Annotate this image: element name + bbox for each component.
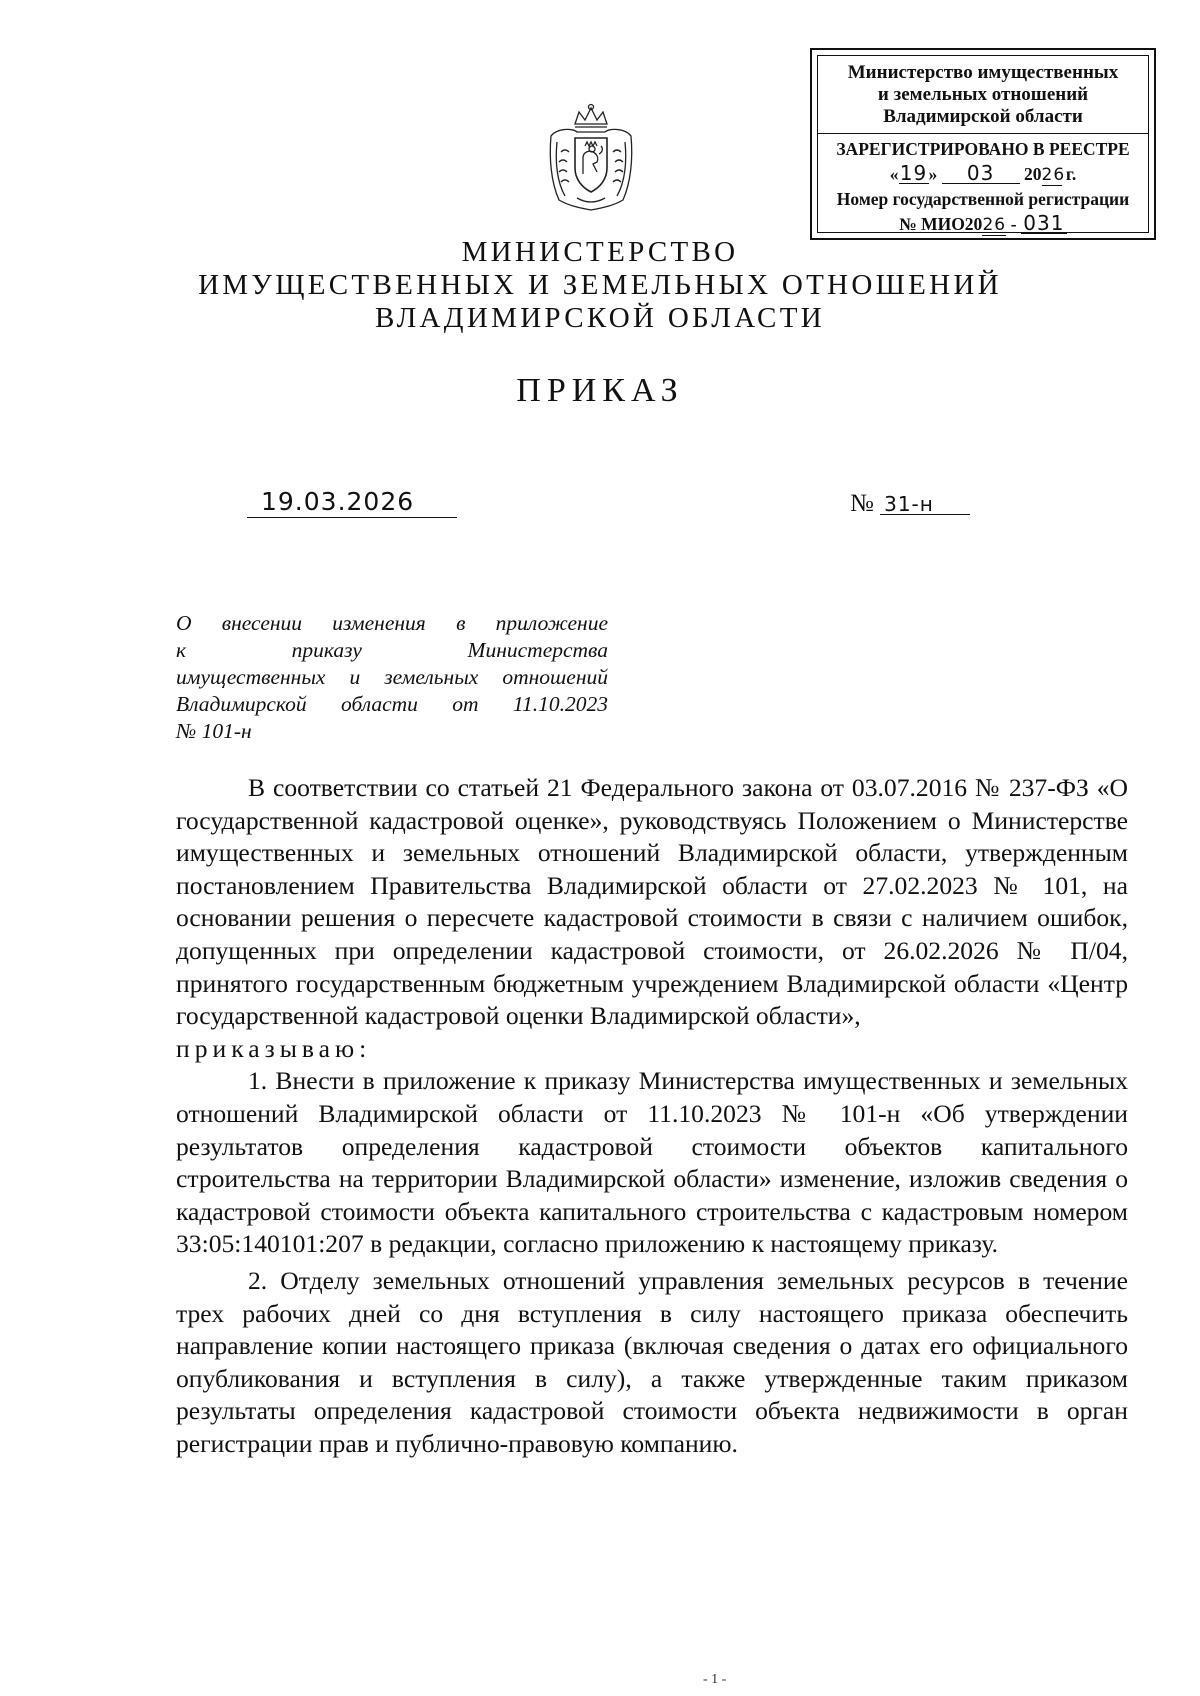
stamp-reg-seq: 031: [1021, 213, 1067, 234]
order-body: [176, 772, 1128, 1460]
subject-line: О внесении изменения в приложение: [176, 611, 608, 635]
stamp-year-suffix: 26: [1041, 165, 1066, 185]
body-preamble: [176, 772, 1128, 1065]
ministry-line: ВЛАДИМИРСКОЙ ОБЛАСТИ: [375, 302, 825, 334]
subject-line: имущественных и земельных отношений: [176, 665, 608, 689]
page-number: - 1 -: [703, 1672, 727, 1687]
stamp-day: 19: [899, 161, 928, 185]
stamp-org-line: Министерство имущественных: [847, 62, 1119, 83]
body-item-1: 1. Внести в приложение к приказу Министерства имущественных и земельных отношений Владимирской области от 11.10.2023 № 101-н «Об утверждении результатов определения кадастровой стоимости объектов капитального строительства на территории Владимирской области» изменение, изложив сведения о кадастровой стоимости объекта капитального строительства с кадастровым номером 33:05:140101:207 в редакции, согласно приложению к настоящему приказу.: [176, 1066, 1128, 1259]
stamp-reg-dash: -: [1010, 214, 1017, 234]
stamp-reg-prefix: № МИО20: [899, 214, 983, 234]
stamp-date: [818, 162, 1148, 187]
ministry-heading: [150, 236, 1050, 335]
order-number-value: 31-н: [880, 494, 970, 515]
stamp-year-end: г.: [1065, 164, 1077, 184]
stamp-org-line: и земельных отношений: [877, 84, 1089, 105]
stamp-reg-number-label: Номер государственной регистрации: [836, 189, 1130, 209]
subject-line: к приказу Министерства: [176, 638, 608, 662]
order-date: 19.03.2026: [247, 487, 457, 518]
stamp-registration: [818, 134, 1148, 237]
ministry-line: МИНИСТЕРСТВО: [461, 236, 739, 268]
directive-text: приказываю:: [176, 1033, 372, 1063]
stamp-organization: [818, 56, 1148, 134]
document-type-title: ПРИКАЗ: [516, 372, 684, 409]
stamp-year-prefix: 20: [1024, 164, 1042, 184]
coat-of-arms-icon: [537, 102, 645, 214]
stamp-registered-label: ЗАРЕГИСТРИРОВАНО В РЕЕСТРЕ: [836, 139, 1130, 159]
body-item-2: 2. Отделу земельных отношений управления земельных ресурсов в течение трех рабочих дней со дня вступления в силу настоящего приказа обеспечить направление копии настоящего приказа (включая сведения о датах его официального опубликования и вступления в силу), а также утвержденные таким приказом результаты определения кадастровой стоимости объекта недвижимости в орган регистрации прав и публично-правовую компанию.: [176, 1265, 1128, 1458]
stamp-month: 03: [942, 163, 1020, 184]
stamp-org-line: Владимирской области: [883, 106, 1083, 127]
stamp-quote-close: »: [928, 164, 938, 184]
stamp-reg-year: 26: [982, 215, 1007, 235]
order-subject: [176, 610, 608, 745]
subject-line: Владимирской области от 11.10.2023: [176, 692, 608, 716]
ministry-line: ИМУЩЕСТВЕННЫХ И ЗЕМЕЛЬНЫХ ОТНОШЕНИЙ: [198, 269, 1002, 301]
preamble-text: В соответствии со статьей 21 Федерального закона от 03.07.2016 № 237-ФЗ «О государственной кадастровой оценке», руководствуясь Положением о Министерстве имущественных и земельных отношений Владимирской области, утвержденным постановлением Правительства Владимирской области от 27.02.2023 № 101, на основании решения о пересчете кадастровой стоимости в связи с наличием ошибок, допущенных при определении кадастровой стоимости, от 26.02.2026 № П/04, принятого государственным бюджетным учреждением Владимирской области «Центр государственной кадастровой оценки Владимирской области»,: [176, 773, 1128, 1031]
stamp-quote-open: «: [889, 164, 899, 184]
order-number-label: №: [850, 490, 874, 517]
subject-line: № 101-н: [176, 719, 252, 743]
registration-stamp: [810, 48, 1156, 240]
stamp-reg-number: [818, 212, 1148, 237]
order-number: [850, 489, 970, 519]
